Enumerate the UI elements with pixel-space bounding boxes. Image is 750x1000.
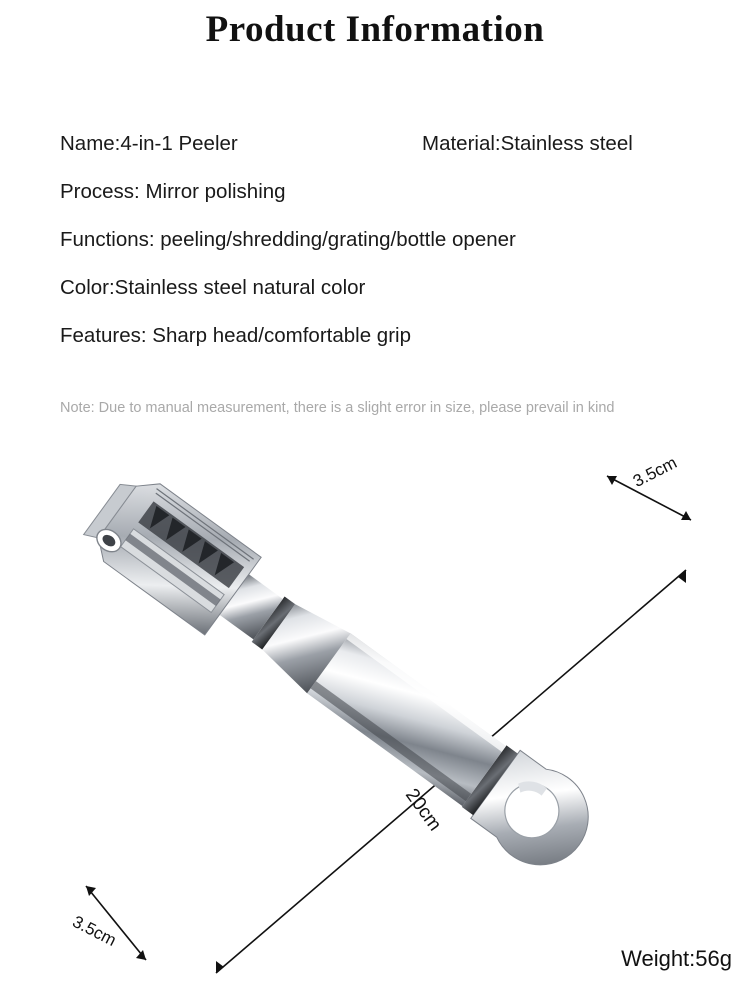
peeler-diagram — [0, 440, 750, 1000]
peeler-body — [78, 463, 608, 885]
spec-row — [60, 228, 700, 276]
spec-features: Features: Sharp head/comfortable grip — [60, 324, 411, 347]
dimension-label-width-top: 3.5cm — [630, 452, 680, 491]
handle-barrel — [307, 633, 506, 806]
weight-label: Weight:56g — [621, 946, 732, 971]
spec-row — [60, 276, 700, 324]
spec-row — [60, 180, 700, 228]
spec-color: Color:Stainless steel natural color — [60, 276, 366, 299]
dimension-label-width-bottom: 3.5cm — [69, 912, 120, 950]
spec-name: Name:4-in-1 Peeler — [60, 132, 238, 155]
product-illustration — [0, 440, 750, 1000]
dimension-label-length: 20cm — [401, 785, 446, 835]
spec-material: Material:Stainless steel — [422, 132, 633, 155]
spec-process: Process: Mirror polishing — [60, 180, 286, 203]
measurement-note: Note: Due to manual measurement, there is a slight error in size, please prevail in kind — [60, 400, 615, 416]
product-spec-list — [60, 132, 700, 372]
spec-row — [60, 132, 700, 180]
spec-row — [60, 324, 700, 372]
page-title: Product Information — [205, 9, 545, 50]
spec-functions: Functions: peeling/shredding/grating/bottle opener — [60, 228, 516, 251]
